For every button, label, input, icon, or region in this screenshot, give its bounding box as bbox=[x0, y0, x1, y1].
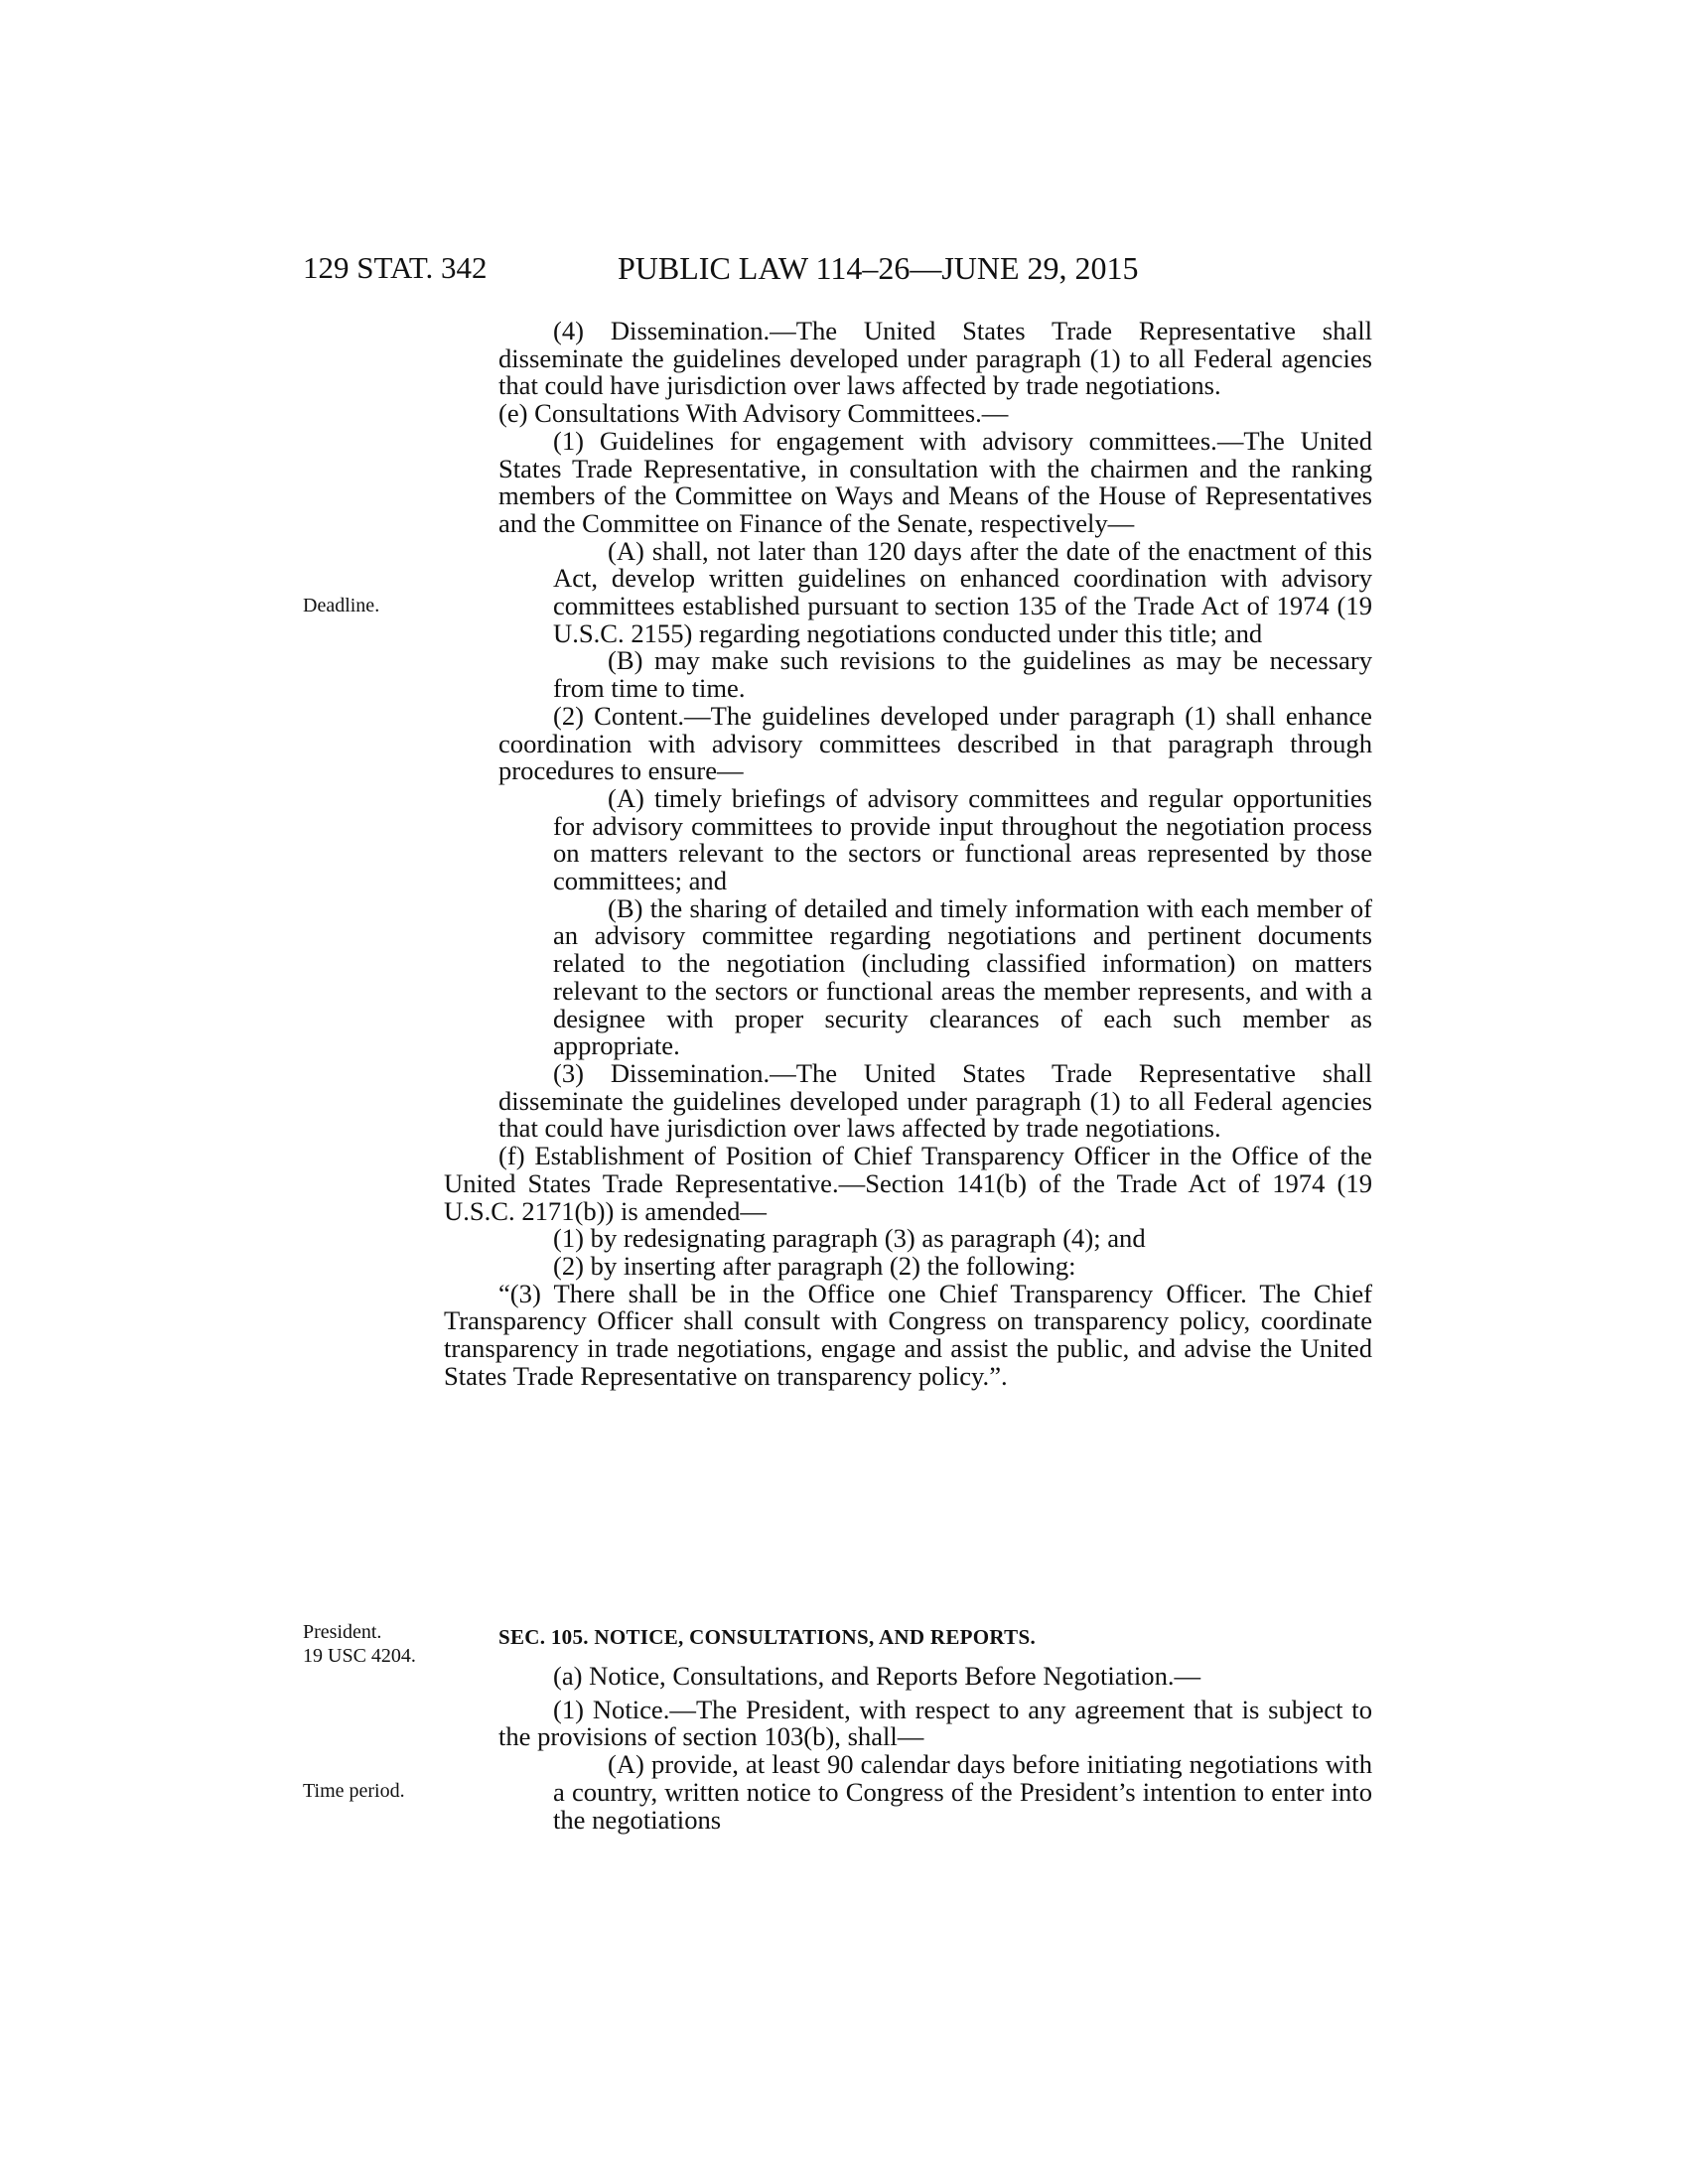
margin-note-deadline bbox=[303, 594, 379, 617]
amendment-item-1: (1) by redesignating paragraph (3) as paragraph (4); and bbox=[553, 1223, 1146, 1254]
paragraph-2-content: (2) Content.—The guidelines developed under paragraph (1) shall enhance coordination with advisory committees described in that paragraph through procedures to ensure— bbox=[498, 700, 1372, 786]
section-105-heading: SEC. 105. NOTICE, CONSULTATIONS, AND REPORTS. bbox=[498, 1625, 1036, 1649]
subsection-e-heading: (e) Consultations With Advisory Committees.— bbox=[498, 398, 1009, 429]
paragraph-1-guidelines: (1) Guidelines for engagement with advisory committees.—The United States Trade Representative, in consultation with the chairmen and the ranking members of the Committee on Ways and Means of the House of Representatives and the Committee on Finance of the Senate, respectively— bbox=[498, 425, 1372, 538]
margin-note-president-text: President. bbox=[303, 1621, 382, 1643]
subparagraph-b-sharing: (B) the sharing of detailed and timely information with each member of an advisory committee regarding negotiations and pertinent documents related to the negotiation (including classified information) on matters relevant to the sectors or functional areas the member represents, and with a designee with proper security clearances of each such member as appropriate. bbox=[553, 892, 1372, 1061]
margin-note-president bbox=[303, 1620, 416, 1668]
paragraph-4-dissemination: (4) Dissemination.—The United States Trade Representative shall disseminate the guidelines developed under paragraph (1) to all Federal agencies that could have jurisdiction over laws affected by trade negotiations. bbox=[498, 316, 1372, 401]
subparagraph-a-shall: (A) shall, not later than 120 days after the date of the enactment of this Act, develop written guidelines on enhanced coordination with advisory committees established pursuant to section 135 of the Trade Act of 1974 (19 U.S.C. 2155) regarding negotiations conducted under this title; and bbox=[553, 535, 1372, 648]
margin-note-deadline-text: Deadline. bbox=[303, 595, 380, 616]
body-text bbox=[444, 316, 1372, 1391]
margin-note-time-period bbox=[303, 1779, 405, 1803]
paragraph-1-notice: (1) Notice.—The President, with respect to any agreement that is subject to the provisions of section 103(b), shall— bbox=[498, 1694, 1372, 1752]
margin-note-time-period-text: Time period. bbox=[303, 1780, 405, 1802]
inserted-paragraph-3: “(3) There shall be in the Office one Chief Transparency Officer. The Chief Transparency Officer shall consult with Congress on transparency policy, coordinate transparency in trade negotiations, engage and assist the public, and advise the United States Trade Representative on transparency policy.”. bbox=[444, 1278, 1372, 1391]
amendment-item-2: (2) by inserting after paragraph (2) the following: bbox=[553, 1250, 1076, 1281]
running-header: PUBLIC LAW 114–26—JUNE 29, 2015 bbox=[618, 250, 1139, 286]
subparagraph-b-revisions: (B) may make such revisions to the guidelines as may be necessary from time to time. bbox=[553, 645, 1372, 704]
subparagraph-a-provide: (A) provide, at least 90 calendar days before initiating negotiations with a country, written notice to Congress of the President’s intention to enter into the negotiations bbox=[553, 1749, 1372, 1835]
section-105-body bbox=[498, 1655, 1372, 1834]
subparagraph-a-briefings: (A) timely briefings of advisory committees and regular opportunities for advisory committees to provide input throughout the negotiation process on matters relevant to the sectors or functional areas represented by those committees; and bbox=[553, 782, 1372, 896]
statute-page-number: 129 STAT. 342 bbox=[303, 250, 488, 285]
subsection-f-establishment: (f) Establishment of Position of Chief Transparency Officer in the Office of the United States Trade Representative.—Section 141(b) of the Trade Act of 1974 (19 U.S.C. 2171(b)) is amended— bbox=[444, 1141, 1372, 1226]
margin-note-usc-text: 19 USC 4204. bbox=[303, 1645, 416, 1667]
paragraph-3-dissemination: (3) Dissemination.—The United States Trade Representative shall disseminate the guidelines developed under paragraph (1) to all Federal agencies that could have jurisdiction over laws affected by trade negotiations. bbox=[498, 1057, 1372, 1144]
subsection-a-heading: (a) Notice, Consultations, and Reports Before Negotiation.— bbox=[553, 1661, 1201, 1691]
